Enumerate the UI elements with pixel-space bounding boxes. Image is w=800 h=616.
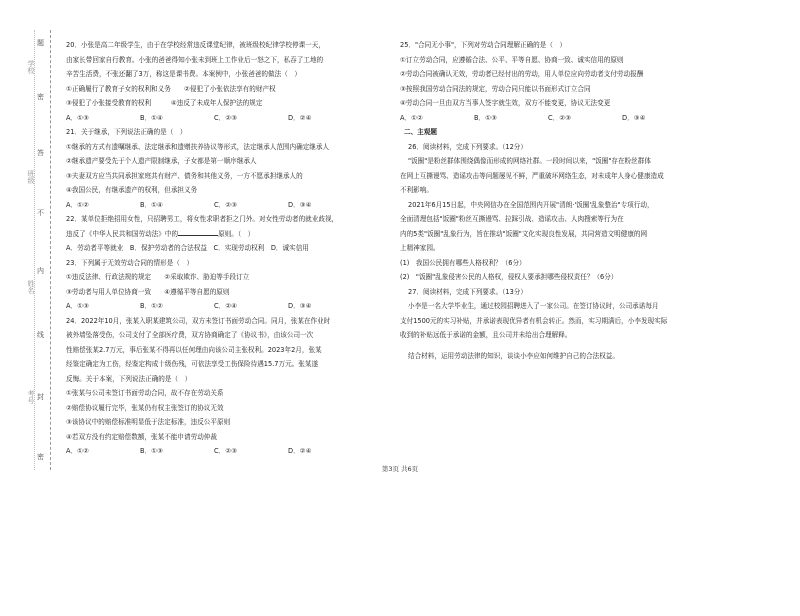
- question-24-option: ②赔偿协议履行完毕，张某仍有权主张签订的协议无效: [66, 403, 224, 412]
- question-23-choices: [66, 299, 381, 314]
- binding-field-school: 学校: [27, 60, 35, 74]
- choice-b[interactable]: B．①③: [474, 113, 497, 122]
- question-26-material: 全面清理包括"饭圈"粉丝互撕谩骂、拉踩引战、造谣攻击、人肉搜索等行为在: [400, 215, 624, 223]
- binding-label: 密: [37, 93, 44, 101]
- choice-a[interactable]: A．①③: [66, 113, 89, 122]
- binding-field-name: 姓名: [27, 280, 35, 294]
- binding-field-class: 班级: [27, 170, 35, 184]
- choice-c[interactable]: C．②④: [214, 302, 238, 310]
- choice-a[interactable]: A．①③: [66, 302, 89, 310]
- question-24-option: ③该协议中的赔偿标准明显低于法定标准，违反公平原则: [66, 418, 231, 426]
- question-20-line: 由家长带回家自行教育。小张的爸爸得知小张未到班上工作业后一怒之下，私吞了工地的: [66, 55, 324, 64]
- choice-a[interactable]: A．①②: [66, 200, 89, 209]
- question-20-choices: [66, 111, 381, 126]
- choice-c[interactable]: C．②③: [214, 113, 238, 122]
- binding-margin: [0, 30, 60, 470]
- question-27-prompt: 结合材料，运用劳动法律的知识，谈谈小李应如何维护自己的合法权益。: [408, 351, 619, 360]
- binding-line-inner: [34, 30, 35, 470]
- question-22-line: 22．某单位拒绝招用女性，只招聘男工，将女性求职者拒之门外。对女性劳动者的就业歧视，: [66, 215, 339, 223]
- choice-c[interactable]: C．②③: [548, 113, 572, 122]
- question-26-material: 在网上互撕谩骂、造谣攻击等问题屡见不鲜，严重破坏网络生态，对未成年人身心健康造成: [400, 171, 664, 180]
- binding-label: 不: [37, 209, 44, 217]
- question-21-option: ①继承的方式有遗嘱继承、法定继承和遗赠扶养协议等形式，法定继承人范围内确定继承人: [66, 142, 330, 151]
- question-21-option: ②继承遗产要受先于个人遗产限制继承，子女都是第一顺序继承人: [66, 157, 257, 165]
- question-27-material: 收到的补贴远低于承诺的金额，且公司并未给出合理解释。: [400, 331, 572, 339]
- choice-b[interactable]: B．①④: [140, 113, 163, 122]
- binding-label: 线: [37, 331, 44, 339]
- question-23-option: ③劳动者与用人单位协商一致 ④遵循平等自愿的原则: [66, 287, 230, 296]
- question-24-option: ①张某与公司未签订书面劳动合同，故不存在劳动关系: [66, 389, 224, 397]
- binding-field-id: 考号: [27, 390, 35, 404]
- question-25-option: ④劳动合同一旦由双方当事人签字就生效，双方不能变更，协议无法变更: [400, 99, 611, 107]
- question-27-material: 小李是一名大学毕业生，通过校园招聘进入了一家公司。在签订协议时，公司承诺每月: [408, 302, 659, 310]
- question-21-choices: [66, 198, 381, 213]
- question-26-material: 2021年6月15日起，中央网信办在全国范围内开展"清朗·'饭圈'乱象整治"专项行动，: [408, 200, 654, 209]
- question-24-line: 经鉴定确定为工伤，经鉴定构成十级伤残，可依法享受工伤保险待遇15.7万元。张某遂: [66, 360, 319, 368]
- question-27-stem: 27．阅读材料，完成下列要求。（13分）: [408, 287, 527, 296]
- question-24-line: 反悔。关于本案，下列说法正确的是（ ）: [66, 374, 192, 383]
- binding-line: [50, 30, 51, 470]
- binding-label: 内: [37, 267, 44, 275]
- question-26-sub: (2) "饭圈"乱象侵害公民的人格权，侵权人要承担哪些侵权责任？（6分）: [400, 273, 618, 281]
- question-20-option: ①正确履行了教育子女的权利和义务 ②侵犯了小张依法享有的财产权: [66, 84, 276, 93]
- choice-d[interactable]: D．②④: [288, 113, 312, 122]
- right-column: [400, 38, 740, 363]
- question-21-option: ④我国公民，有继承遗产的权利，但承担义务: [66, 186, 198, 194]
- choice-a[interactable]: A．①②: [400, 113, 423, 122]
- question-22-text: 违反了《中华人民共和国劳动法》中的: [66, 229, 179, 238]
- choice-b[interactable]: B．①④: [140, 200, 163, 209]
- question-27-material: 支付1500元的实习补贴，并承诺表现优异者有机会转正。然而，实习期满后，小李发现实际: [400, 316, 668, 325]
- left-column: [66, 38, 381, 459]
- binding-label: 答: [37, 149, 44, 157]
- section-heading: 二、主观题: [404, 128, 437, 136]
- question-26-sub: (1) 我国公民拥有哪些人格权利？（6分）: [400, 258, 526, 267]
- question-25-option: ③按照我国劳动合同法的规定，劳动合同只能以书面形式订立合同: [400, 84, 591, 93]
- question-25-option: ②劳动合同被确认无效，劳动者已经付出的劳动，用人单位应向劳动者支付劳动报酬: [400, 70, 644, 78]
- choice-c[interactable]: C．②③: [214, 447, 238, 455]
- choice-d[interactable]: D．③④: [622, 113, 646, 122]
- question-20-option: ③侵犯了小张接受教育的权利 ④违反了未成年人保护法的规定: [66, 99, 263, 107]
- choice-b[interactable]: B．①③: [140, 447, 163, 455]
- question-23-stem: 23．下列属于无效劳动合同的情形是（ ）: [66, 258, 194, 267]
- question-26-material: 内的5类"饭圈"乱象行为，旨在推动"饭圈"文化实现良性发展，共同营造文明健康的网: [400, 229, 648, 238]
- question-22-text: 原则。（ ）: [218, 229, 255, 238]
- question-24-line: 性赔偿张某2.7万元，事后张某不得再以任何理由向该公司主张权利。2023年2月，张某: [66, 345, 322, 354]
- binding-label: 题: [37, 39, 44, 47]
- question-24-choices: [66, 444, 381, 459]
- question-25-stem: 25．"合同无小事"，下列对劳动合同理解正确的是（ ）: [400, 41, 567, 49]
- choice-c[interactable]: C．②③: [214, 200, 238, 209]
- question-25-option: ①订立劳动合同，应遵循合法、公平、平等自愿、协商一致、诚实信用的原则: [400, 55, 624, 64]
- question-21-option: ③夫妻双方应当共同承担家庭共有财产、债务和其他义务，一方不愿承担继承人的: [66, 171, 303, 180]
- choice-d[interactable]: D．③④: [288, 302, 312, 310]
- question-24-line: 24．2022年10月，张某入职某建筑公司，双方未签订书面劳动合同。同月，张某在作业时: [66, 316, 331, 325]
- question-20-line: 辛苦生活费，不张还翻了3万，称这是课书费。本案例中，小张爸爸的做法（ ）: [66, 70, 301, 78]
- choice-b[interactable]: B．①②: [140, 302, 163, 310]
- question-23-option: ①违反法律、行政法规的规定 ②采取欺诈、胁迫等手段订立: [66, 273, 250, 281]
- binding-label: 密: [37, 453, 44, 461]
- binding-label: 封: [37, 393, 44, 401]
- question-20-line: 20．小张是高二年级学生，由于在学校经常违反课堂纪律，被班级校纪律学校停课一天，: [66, 41, 325, 49]
- question-26-material: 不利影响。: [400, 186, 433, 194]
- page-footer: 第3页 共6页: [381, 465, 419, 473]
- question-21-stem: 21．关于继承，下列说法正确的是（ ）: [66, 128, 187, 136]
- choice-d[interactable]: D．③④: [288, 200, 312, 209]
- question-22-choices: A．劳动者平等就业 B．保护劳动者的合法权益 C．实现劳动权利 D．诚实信用: [66, 244, 309, 252]
- question-26-material: "饭圈"是粉丝群体围绕偶像而形成的网络社群。一段时间以来，"饭圈"存在粉丝群体: [408, 157, 651, 165]
- question-26-stem: 26．阅读材料，完成下列要求。（12分）: [408, 142, 527, 151]
- choice-d[interactable]: D．②④: [288, 447, 312, 455]
- question-25-choices: [400, 111, 740, 126]
- question-24-line: 被外墙坠落受伤，公司支付了全部医疗费，双方协商确定了《协议书》，由该公司一次: [66, 331, 314, 339]
- question-22-line: [66, 227, 381, 242]
- question-24-option: ④若双方没有约定赔偿数额，张某不能申请劳动仲裁: [66, 432, 217, 441]
- question-26-material: 上精神家园。: [400, 244, 440, 252]
- choice-a[interactable]: A．①②: [66, 447, 89, 455]
- answer-blank[interactable]: [178, 227, 218, 236]
